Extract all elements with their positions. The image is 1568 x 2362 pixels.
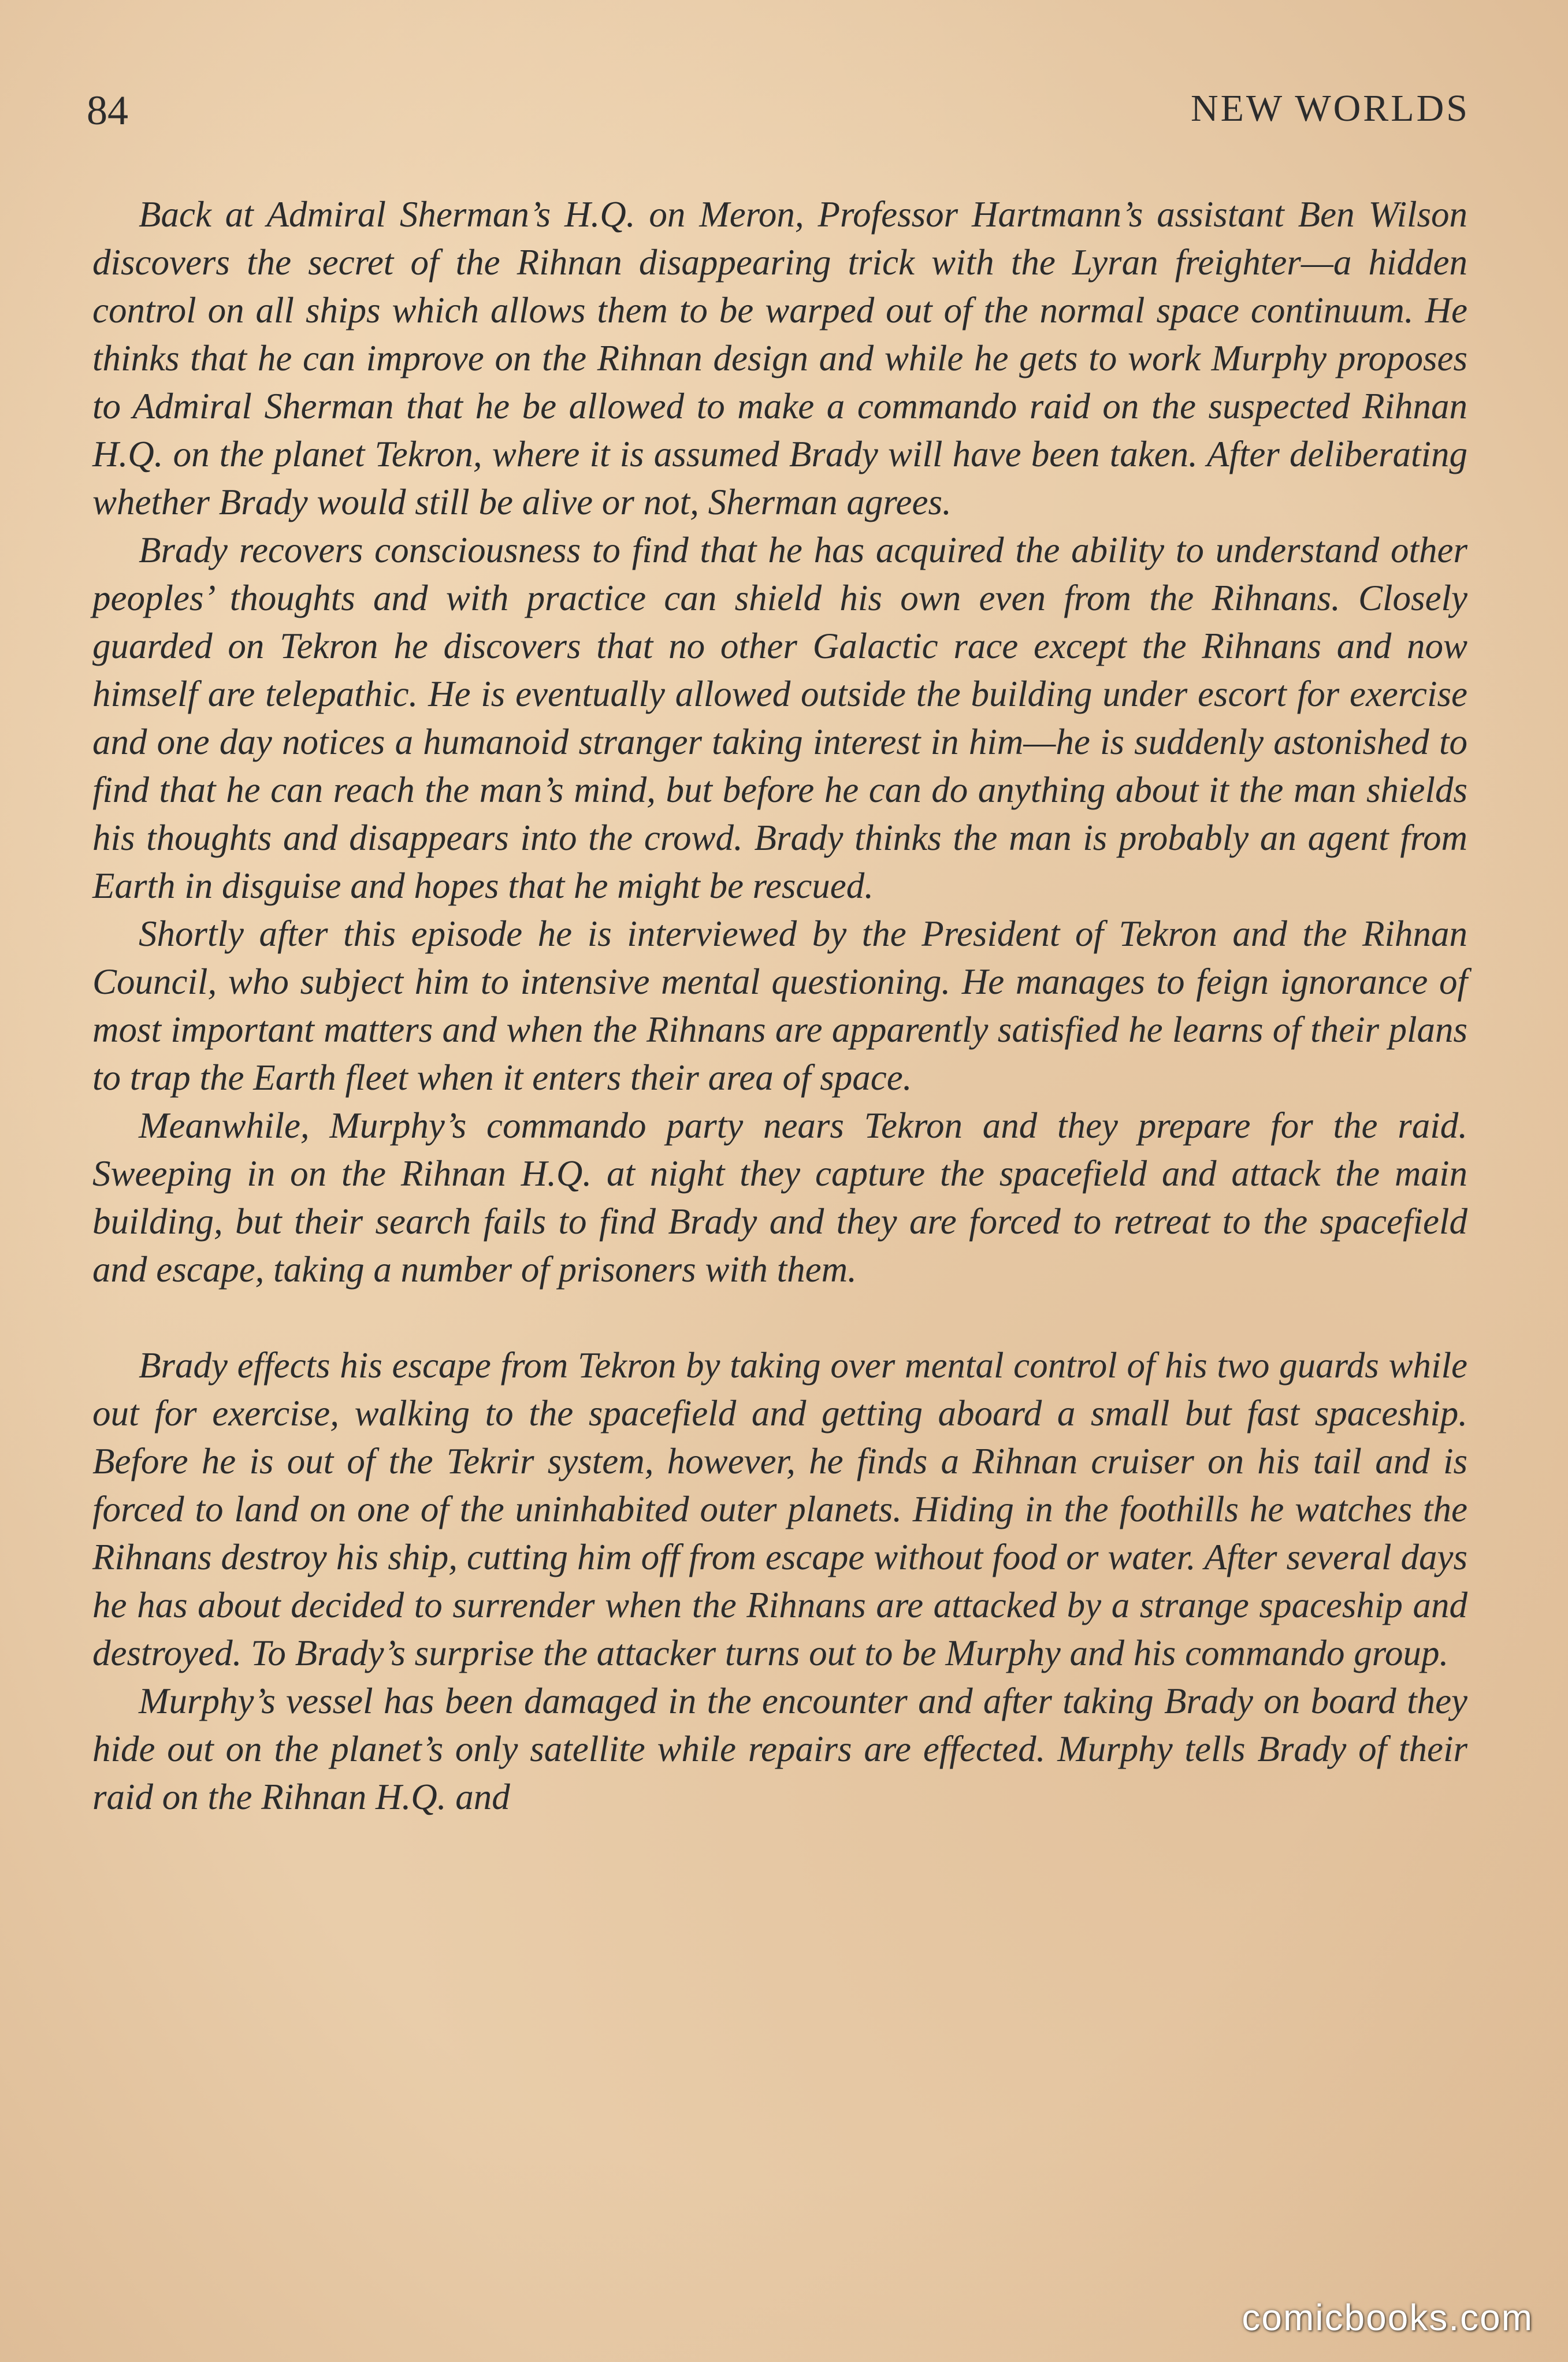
paragraph: Back at Admiral Sherman’s H.Q. on Meron, Professor Hartmann’s assistant Ben Wilson discovers the secret of the Rihnan disappearing trick with the Lyran freighter—a hidden control on all ships which allows them to be warped out of the normal space continuum. He thinks that he can improve on the Rihnan design and while he gets to work Murphy proposes to Admiral Sherman that he be allowed to make a commando raid on the suspected Rihnan H.Q. on the planet Tekron, where it is assumed Brady will have been taken. After deliberating whether Brady would still be alive or not, Sherman agrees. — [92, 194, 1467, 522]
watermark: comicbooks.com — [1242, 2297, 1533, 2338]
paragraph: Meanwhile, Murphy’s commando party nears Tekron and they prepare for the raid. Sweeping in on the Rihnan H.Q. at night they capture the spacefield and attack the main building, but their search fails to find Brady and they are forced to retreat to the spacefield and escape, taking a number of prisoners with them. — [92, 1105, 1467, 1290]
section-break — [92, 1294, 1467, 1342]
paragraph: Shortly after this episode he is interviewed by the President of Tekron and the Rihnan Council, who subject him to intensive mental questioning. He manages to feign ignorance of most important matters and when the Rihnans are apparently satisfied he learns of their plans to trap the Earth fleet when it enters their area of space. — [92, 913, 1467, 1098]
running-header: NEW WORLDS — [1190, 87, 1470, 129]
page-number: 84 — [87, 87, 128, 133]
paragraph: Murphy’s vessel has been damaged in the encounter and after taking Brady on board they hide out on the planet’s only satellite while repairs are effected. Murphy tells Brady of their raid on the Rihnan H.Q. and — [92, 1681, 1467, 1817]
paragraph: Brady recovers consciousness to find that he has acquired the ability to understand other peoples’ thoughts and with practice can shield his own even from the Rihnans. Closely guarded on Tekron he discovers that no other Galactic race except the Rihnans and now himself are telepathic. He is eventually allowed outside the building under escort for exercise and one day notices a humanoid stranger taking interest in him—he is suddenly astonished to find that he can reach the man’s mind, but before he can do anything about it the man shields his thoughts and disappears into the crowd. Brady thinks the man is probably an agent from Earth in disguise and hopes that he might be rescued. — [92, 530, 1467, 906]
paragraph: Brady effects his escape from Tekron by taking over mental control of his two guards while out for exercise, walking to the spacefield and getting aboard a small but fast spaceship. Before he is out of the Tekrir system, however, he finds a Rihnan cruiser on his tail and is forced to land on one of the uninhabited outer planets. Hiding in the foothills he watches the Rihnans destroy his ship, cutting him off from escape without food or water. After several days he has about decided to surrender when the Rihnans are attacked by a strange spaceship and destroyed. To Brady’s surprise the attacker turns out to be Murphy and his commando group. — [92, 1345, 1467, 1673]
body-text — [92, 191, 1467, 1821]
